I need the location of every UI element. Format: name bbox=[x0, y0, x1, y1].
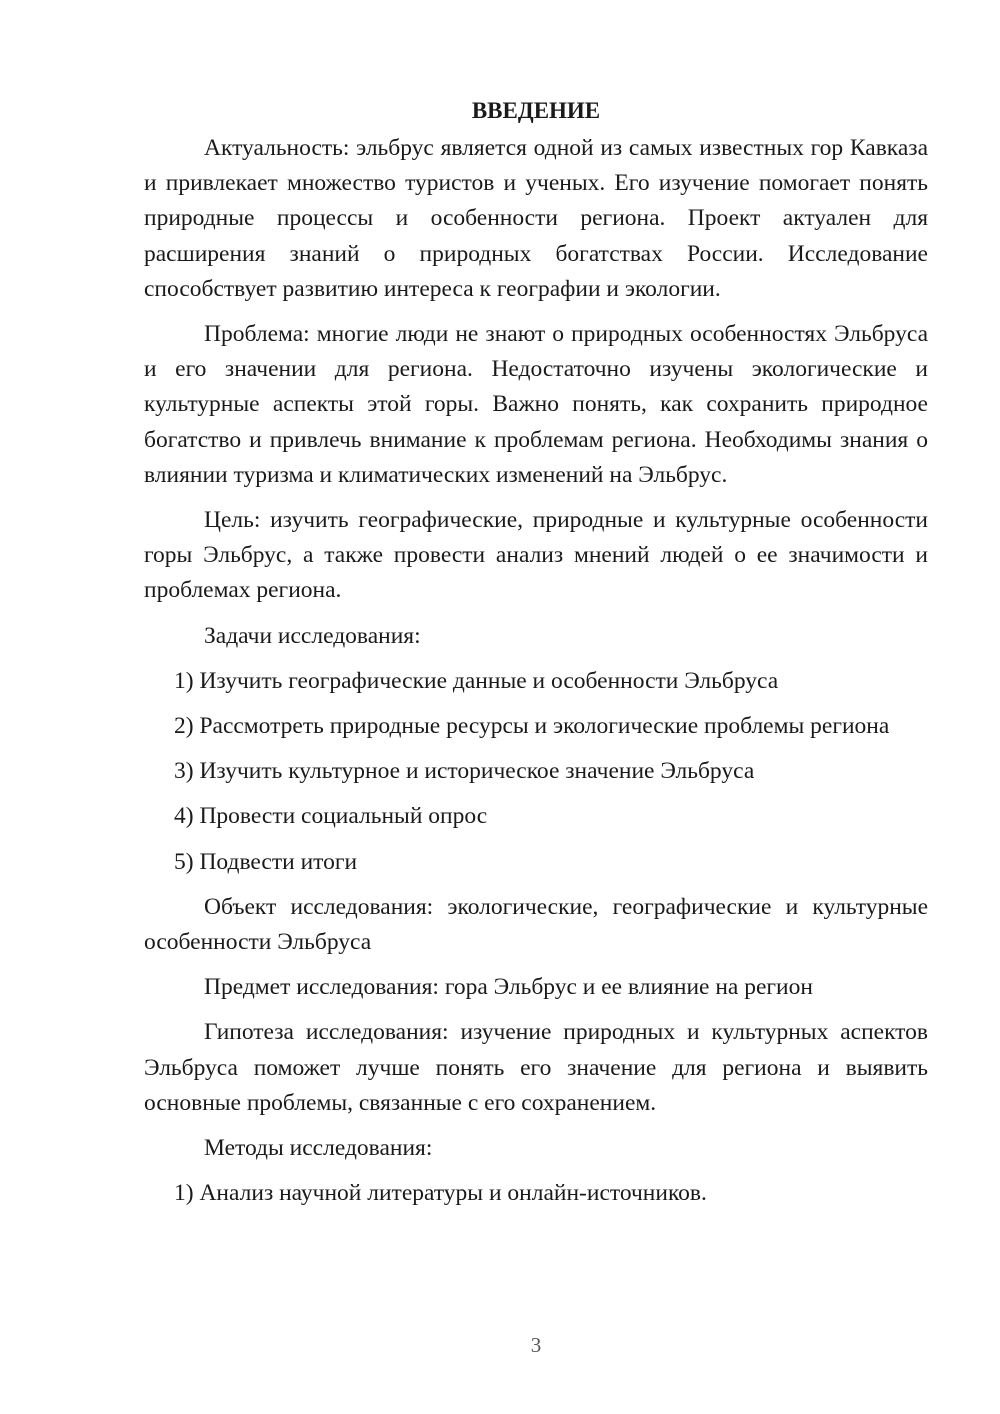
hypothesis-paragraph: Гипотеза исследования: изучение природных и культурных аспектов Эльбруса поможет лучше понять его значение для региона и выявить основные проблемы, связанные с его сохранением. bbox=[144, 1019, 928, 1116]
task-item: 4) Провести социальный опрос bbox=[174, 803, 488, 830]
object-paragraph: Объект исследования: экологические, географические и культурные особенности Эльбруса bbox=[144, 893, 928, 956]
page-content bbox=[144, 93, 928, 1221]
task-item: 5) Подвести итоги bbox=[174, 848, 358, 875]
task-item: 3) Изучить культурное и историческое значение Эльбруса bbox=[174, 758, 755, 785]
tasks-heading: Задачи исследования: bbox=[204, 622, 421, 649]
subject-paragraph: Предмет исследования: гора Эльбрус и ее влияние на регион bbox=[204, 974, 813, 1001]
page-number: 3 bbox=[530, 1333, 542, 1357]
methods-heading: Методы исследования: bbox=[204, 1135, 433, 1162]
section-title: ВВЕДЕНИЕ bbox=[471, 98, 601, 123]
method-item: 1) Анализ научной литературы и онлайн-источников. bbox=[174, 1180, 707, 1207]
task-item: 1) Изучить географические данные и особенности Эльбруса bbox=[174, 667, 779, 694]
relevance-paragraph: Актуальность: эльбрус является одной из самых известных гор Кавказа и привлекает множество туристов и ученых. Его изучение помогает понять природные процессы и особенности региона. Проект актуален для расширения знаний о природных богатствах России. Исследование способствует развитию интереса к географии и экологии. bbox=[144, 135, 928, 302]
goal-paragraph: Цель: изучить географические, природные и культурные особенности горы Эльбрус, а также провести анализ мнений людей о ее значимости и проблемах региона. bbox=[144, 507, 928, 604]
task-item: 2) Рассмотреть природные ресурсы и экологические проблемы региона bbox=[174, 713, 890, 740]
problem-paragraph: Проблема: многие люди не знают о природных особенностях Эльбруса и его значении для региона. Недостаточно изучены экологические и культурные аспекты этой горы. Важно понять, как сохранить природное богатство и привлечь внимание к проблемам региона. Необходимы знания о влиянии туризма и климатических изменений на Эльбрус. bbox=[144, 321, 928, 488]
